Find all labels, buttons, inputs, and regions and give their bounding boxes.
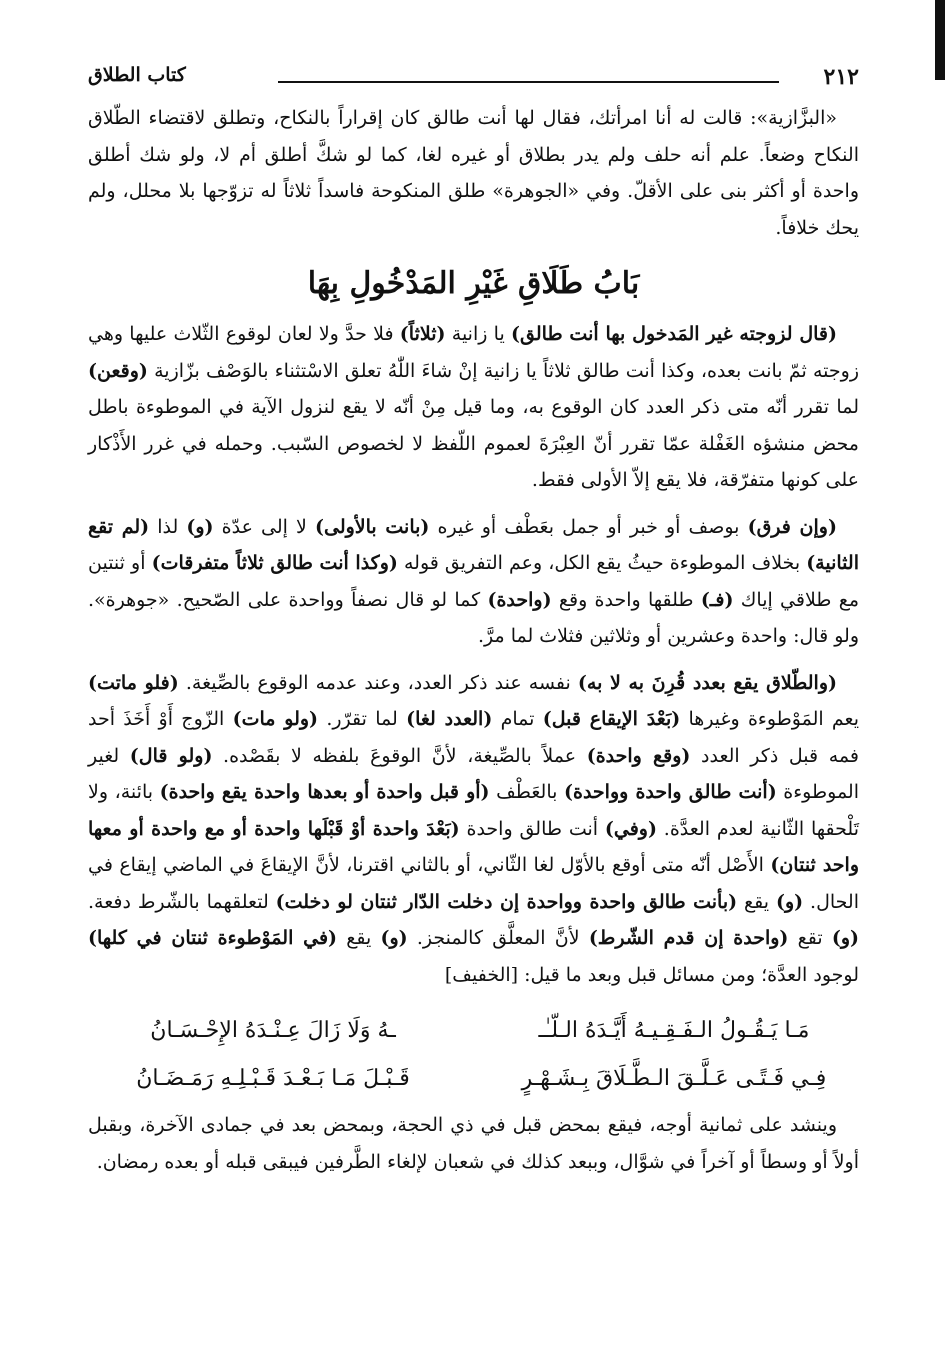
poem-verse: [88, 1007, 859, 1055]
page-body: [88, 100, 859, 1180]
matn-text: (والطّلاق يقع بعدد قُرِنَ به لا به): [577, 671, 837, 694]
sharh-text: الأَصْل أنّه متى أوقع بالأوّل لغا الثّاني، أو بالثاني اقترنا، لأنَّ الإيقاعَ في الماضي إيقاع في الحال.: [88, 854, 859, 913]
sharh-text: تقع: [788, 927, 832, 949]
matn-text: (وقع واحدة): [586, 744, 691, 767]
sharh-text: الزّوج أَوْ أَخَذَ أحد فمه قبل ذكر العدد: [88, 708, 859, 767]
matn-text: (وفي): [604, 817, 657, 840]
matn-text: (واحدة إن قدم الشّرط): [588, 927, 789, 949]
sharh-text: يا زانية: [445, 323, 512, 345]
sharh-text: لما تقرر أنّه متى ذكر العدد كان الوقوع به، وما قيل مِنْ أنّه لا يقع لنزول الآية في الموطوءة باطل محض منشؤه الغَفْلة عمّا تقرر أنّ العِبْرَةَ لعموم اللّفظ لا لخصوص السّبب. وحمله في غرر الأَذْكار على كونها متفرّقة، فلا يقع إلاّ الأولى فقط.: [88, 396, 859, 491]
page-number: ٢١٢: [823, 64, 859, 90]
matn-text: (ولو مات): [232, 708, 319, 730]
matn-text: (ولو قال): [129, 744, 213, 767]
closing-paragraph: وينشد على ثمانية أوجه، فيقع بمحض قبل في ذي الحجة، وبمحض بعد في جمادى الآخرة، وبقبل أولاً أو وسطاً أو آخراً في شوَّال، وببعد كذلك في شعبان لإلغاء الطَّرفين فيبقى قبله أو بعده رمضان.: [88, 1114, 859, 1173]
sharh-text: بالعَطْف: [489, 781, 565, 803]
binding-edge: [935, 0, 945, 80]
verse-second-hemistich: ـهُ وَلَا زَالَ عِـنْـدَهُ الإِحْـسَـانُ: [150, 1017, 396, 1043]
matn-text: (بَعْدَ واحدة أوْ قَبْلَها واحدة أو مع واحدة أو معها واحد ثنتان): [88, 817, 859, 876]
matn-text: (بأنت طالق واحدة وواحدة إن دخلت الدّار ثنتان لو دخلت): [275, 890, 738, 913]
sharh-text: لوجود العدَّة؛ ومن مسائل قبل وبعد ما قيل: [الخفيف]: [444, 963, 859, 986]
header-rule: [278, 81, 779, 83]
matn-text: (وقعن): [88, 359, 148, 382]
matn-text: (في المَوْطوءة ثنتان في كلها): [88, 927, 338, 949]
matn-text: (و): [831, 927, 860, 949]
verse-second-hemistich: قَـبْـلَ مَـا بَـعْـدَ قَـبْـلِـهِ رَمَـضَـانُ: [136, 1065, 410, 1091]
matn-text: (فلو ماتت): [88, 671, 179, 694]
matn-text: (واحدة): [487, 588, 552, 611]
matn-text: (أو قبل واحدة أو بعدها واحدة يقع واحدة): [159, 781, 490, 803]
sharh-text: أنت طالق واحدة: [459, 817, 605, 840]
paragraph-3: [88, 665, 859, 994]
sharh-text: بخلاف الموطوءة حيثُ يقع الكل، وعم التفريق قوله: [397, 552, 807, 574]
sharh-text: لما تقرّر.: [318, 708, 407, 730]
sharh-text: أو ثنتين مع طلاقي إياك: [88, 552, 859, 611]
intro-paragraph: «البزَّازية»: قالت له أنا امرأتك، فقال لها أنت طالق كان إقراراً بالنكاح، وتطلق لاقتضاء الطّلاق النكاح وضعاً. علم أنه حلف ولم يدر بطلاق أو غيره لغا، كما لو شكَّ أطلق أم لا، ولو شك أطلق واحدة أو أكثر بنى على الأقلّ. وفي «الجوهرة» طلق المنكوحة فاسداً ثلاثاً له تزوّجها بلا محلل، ولم يحك خلافاً.: [88, 107, 859, 239]
matn-text: (و): [186, 515, 214, 538]
chapter-heading: بَابُ طَلَاقِ غَيْرِ المَدْخُولِ بِهَا: [307, 266, 640, 301]
sharh-text: كما لو قال نصفاً وواحدة على الصّحيح. «جوهرة». ولو قال: واحدة وعشرين أو وثلاثين فثلاث لما مرَّ.: [88, 588, 859, 647]
sharh-text: بائنة، ولا تَلْحقها الثّانية لعدم العدَّة.: [88, 781, 859, 840]
poem-verse: [88, 1055, 859, 1103]
paragraph-2: [88, 509, 859, 655]
paragraph-1: [88, 316, 859, 499]
matn-text: (بانت بالأولى): [315, 515, 430, 538]
sharh-text: لغير الموطوءة: [88, 744, 859, 803]
sharh-text: لأنَّ المعلَّق كالمنجز.: [407, 927, 589, 949]
verse-first-hemistich: مَـا يَـقُـولُ الـفَـقِـيـهُ أَيَّـدَهُ الـلّـٰـ: [538, 1017, 810, 1043]
sharh-text: نفسه عند ذكر العدد، وعند عدمه الوقوع بالصِّيغة.: [178, 671, 578, 694]
matn-text: (فـ): [700, 588, 734, 611]
sharh-text: تمام: [492, 708, 543, 730]
sharh-text: يقع: [337, 927, 381, 949]
sharh-text: لا إلى عدّة: [213, 515, 315, 538]
running-header: [88, 60, 859, 94]
sharh-text: فلا حدَّ ولا لعان لوقوع الثّلاث عليها وهي زوجته ثمّ بانت بعده، وكذا أنت طالق ثلاثاً يا زانية إنْ شاءَ اللّٰهُ تعلق الاسْتثناء بالوَصْف بزّازية: [88, 323, 859, 382]
matn-text: (ثلاثاً): [399, 323, 446, 345]
verse-first-hemistich: فِـي فَـتًـى عَـلَّـقَ الـطَّـلَاقَ بِـشَـهْـرٍ: [521, 1065, 827, 1091]
book-title: كتاب الطلاق: [88, 64, 186, 86]
matn-text: (أنت طالق واحدة وواحدة): [564, 781, 777, 803]
matn-text: (وكذا أنت طالق ثلاثاً متفرقات): [151, 552, 398, 574]
matn-text: (بَعْدَ الإيقاع قبل): [542, 708, 681, 730]
sharh-text: لتعلقهما بالشّرط دفعة.: [88, 890, 276, 913]
sharh-text: يعم المَوْطوءة وغيرها: [680, 708, 860, 730]
sharh-text: يقع: [737, 890, 776, 913]
matn-text: (وإن فرق): [747, 515, 837, 538]
poem: [88, 1007, 859, 1103]
sharh-text: لذا: [149, 515, 187, 538]
sharh-text: بوصف أو خبر أو جمل بعَطْف أو غيره: [429, 515, 748, 538]
matn-text: (و): [380, 927, 408, 949]
matn-text: (و): [775, 890, 804, 913]
matn-text: (لم تقع الثانية): [88, 515, 859, 574]
matn-text: (قال لزوجته غير المَدخول بها أنت طالق): [511, 323, 838, 345]
sharh-text: عملاً بالصِّيغة، لأنَّ الوقوعَ بلفظه لا بقَصْده.: [212, 744, 587, 767]
matn-text: (العدد لغا): [406, 708, 493, 730]
sharh-text: طلقها واحدة وقع: [551, 588, 701, 611]
